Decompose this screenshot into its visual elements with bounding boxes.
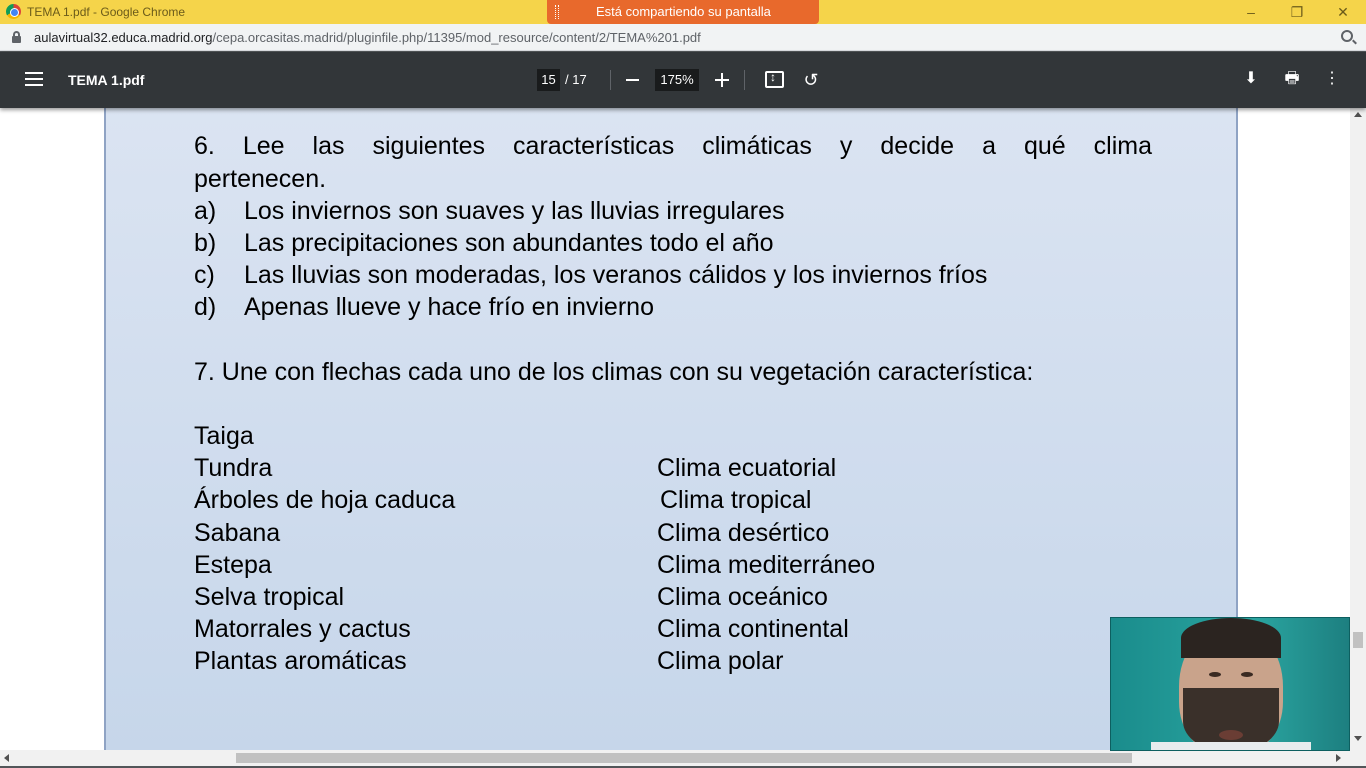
rotate-icon[interactable]: ↺ (803, 70, 819, 90)
presenter-eye (1241, 672, 1253, 677)
climate-item: Clima oceánico (657, 583, 828, 611)
scroll-right-arrow-icon[interactable] (1336, 754, 1341, 762)
minimize-button[interactable]: – (1247, 4, 1255, 20)
restore-button[interactable]: ❐ (1290, 4, 1304, 20)
q6-item-text: Las lluvias son moderadas, los veranos cálidos y los inviernos fríos (244, 261, 988, 289)
vertical-scroll-thumb[interactable] (1353, 632, 1363, 648)
lock-icon[interactable] (12, 31, 21, 43)
q6-item-marker: b) (194, 229, 217, 257)
vegetation-item: Matorrales y cactus (194, 615, 411, 643)
more-actions-icon[interactable]: ⋮ (1324, 70, 1340, 87)
q6-item-marker: d) (194, 293, 217, 321)
vegetation-item: Taiga (194, 422, 254, 450)
climate-item: Clima polar (657, 647, 784, 675)
q6-item-marker: a) (194, 197, 217, 225)
chrome-logo-icon (6, 4, 21, 19)
vegetation-item: Sabana (194, 519, 281, 547)
page-total: / 17 (565, 72, 587, 87)
address-bar[interactable] (0, 24, 1366, 51)
toolbar-divider (744, 70, 745, 90)
q6-item-text: Los inviernos son suaves y las lluvias irregulares (244, 197, 785, 225)
drag-grip-icon[interactable] (555, 5, 559, 19)
question-7: 7. Une con flechas cada uno de los climas con su vegetación característica: (194, 358, 1034, 386)
climate-item: Clima tropical (660, 486, 812, 514)
close-window-button[interactable]: ✕ (1337, 4, 1349, 20)
q6-item-text: Las precipitaciones son abundantes todo el año (244, 229, 774, 257)
climate-item: Clima mediterráneo (657, 551, 876, 579)
vegetation-item: Tundra (194, 454, 273, 482)
vegetation-item: Estepa (194, 551, 272, 579)
page-number-input[interactable]: 15 (537, 69, 560, 91)
screen-share-banner[interactable] (547, 0, 819, 24)
question-6-line-1: 6. Lee las siguientes características climáticas y decide a qué clima (194, 132, 1152, 160)
vegetation-item: Selva tropical (194, 583, 345, 611)
presenter-eye (1209, 672, 1221, 677)
zoom-out-icon[interactable] (626, 79, 639, 81)
scroll-down-arrow-icon[interactable] (1354, 736, 1362, 741)
zoom-level-input[interactable]: 175% (655, 69, 699, 91)
pdf-toolbar (0, 52, 1366, 108)
climate-item: Clima continental (657, 615, 849, 643)
zoom-in-icon[interactable] (715, 73, 729, 87)
menu-icon[interactable] (25, 72, 43, 86)
pdf-title: TEMA 1.pdf (68, 72, 145, 88)
horizontal-scroll-thumb[interactable] (236, 753, 1132, 763)
screen-share-text: Está compartiendo su pantalla (596, 4, 771, 19)
url-text[interactable] (34, 30, 701, 45)
vegetation-item: Plantas aromáticas (194, 647, 407, 675)
url-host: aulavirtual32.educa.madrid.org (34, 30, 213, 45)
q6-item-marker: c) (194, 261, 215, 289)
question-6-line-2: pertenecen. (194, 165, 327, 193)
fit-to-page-icon[interactable] (765, 71, 784, 88)
vertical-scrollbar[interactable] (1350, 108, 1366, 750)
print-icon[interactable]: 🖶 (1284, 70, 1300, 87)
presenter-hair (1181, 618, 1281, 658)
url-path: /cepa.orcasitas.madrid/pluginfile.php/11395/mod_resource/content/2/TEMA%201.pdf (212, 30, 701, 45)
window-title: TEMA 1.pdf - Google Chrome (27, 5, 186, 19)
toolbar-divider (610, 70, 611, 90)
scroll-left-arrow-icon[interactable] (4, 754, 9, 762)
climate-item: Clima ecuatorial (657, 454, 837, 482)
climate-item: Clima desértico (657, 519, 830, 547)
horizontal-scrollbar[interactable] (0, 750, 1366, 766)
presenter-shirt (1151, 742, 1311, 751)
webcam-overlay (1110, 617, 1350, 751)
window-title-bar (0, 0, 1366, 24)
presenter-mouth (1219, 730, 1243, 740)
scroll-up-arrow-icon[interactable] (1354, 112, 1362, 117)
vegetation-item: Árboles de hoja caduca (194, 486, 456, 514)
download-icon[interactable]: ⬇ (1244, 70, 1258, 87)
q6-item-text: Apenas llueve y hace frío en invierno (244, 293, 654, 321)
zoom-magnifier-icon[interactable] (1341, 30, 1353, 42)
